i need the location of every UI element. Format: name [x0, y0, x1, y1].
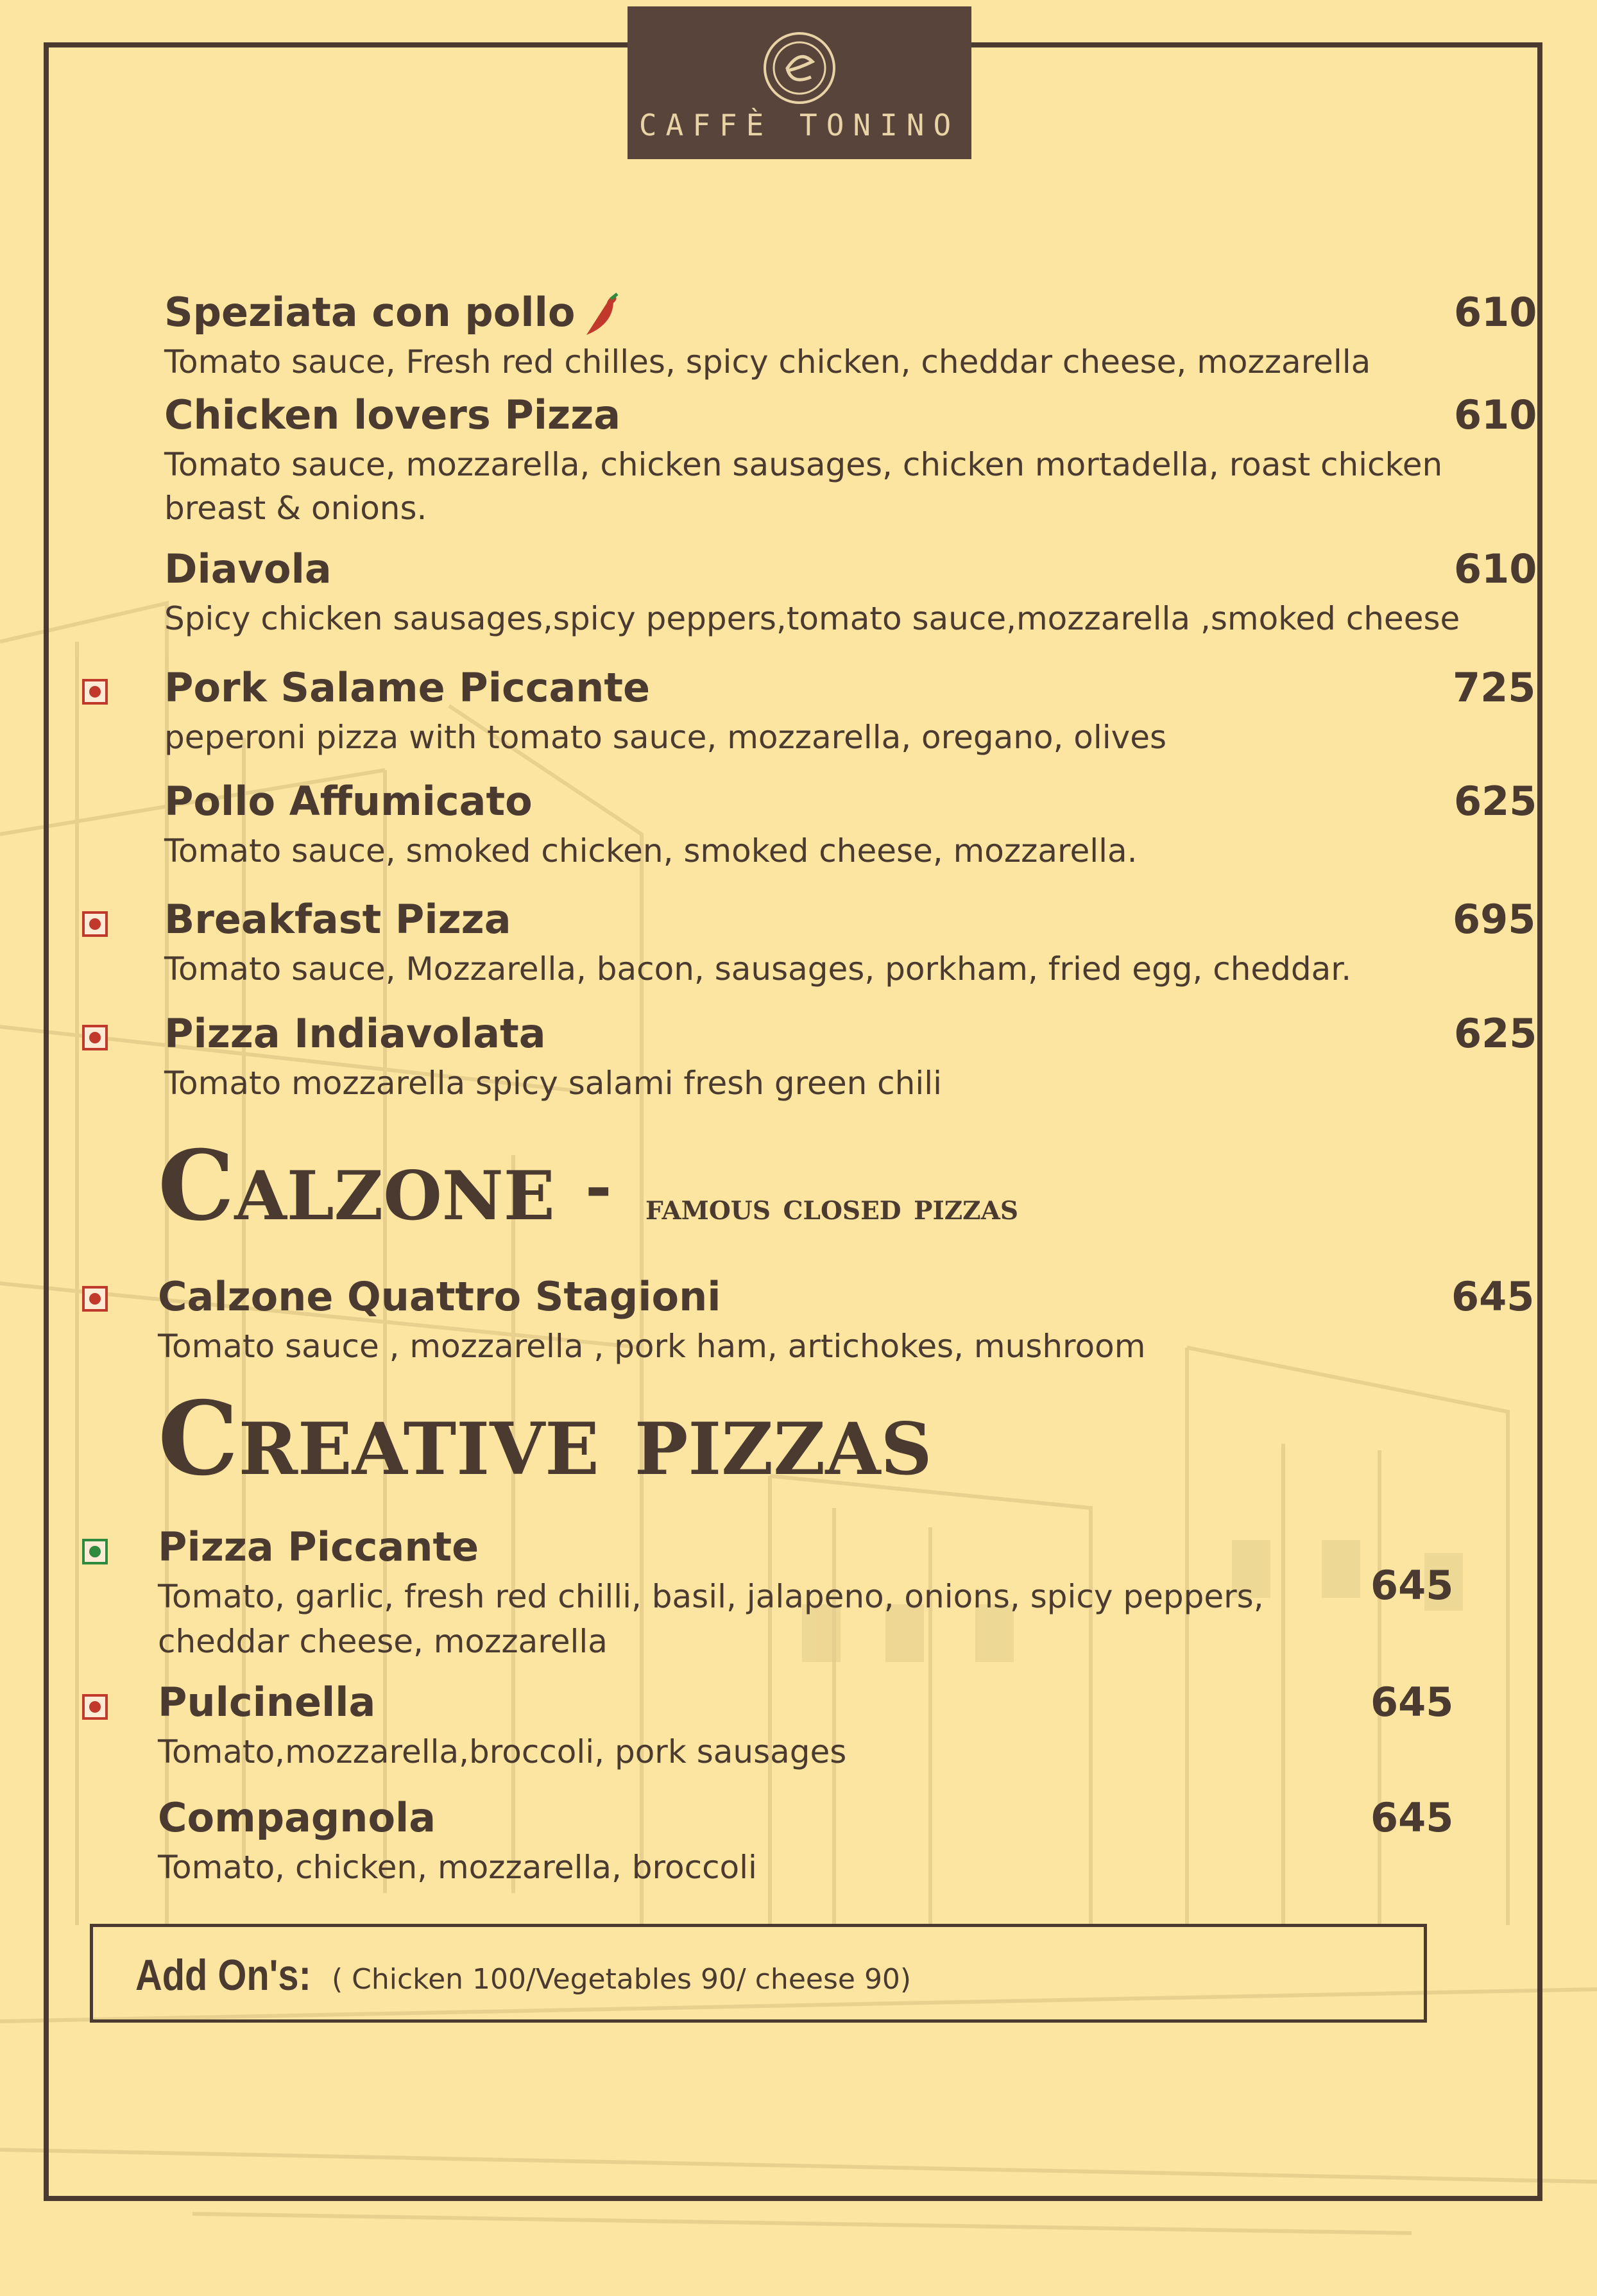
item-price: 610: [1454, 545, 1537, 592]
item-name: Compagnola: [158, 1794, 436, 1841]
item-name: Speziata con pollo: [164, 289, 621, 338]
section-dash: -: [585, 1149, 612, 1224]
item-name: Chicken lovers Pizza: [164, 391, 621, 438]
item-description: breast & onions.: [164, 490, 427, 527]
chili-icon: [583, 293, 621, 338]
addons-detail: ( Chicken 100/Vegetables 90/ cheese 90): [332, 1963, 912, 1996]
item-price: 645: [1451, 1273, 1535, 1320]
non-veg-marker-icon: [82, 1694, 108, 1720]
item-name: Pizza Piccante: [158, 1523, 479, 1570]
item-price: 645: [1371, 1679, 1454, 1726]
item-price: 625: [1454, 1010, 1537, 1057]
item-description: Tomato sauce, mozzarella, chicken sausages, chicken mortadella, roast chicken: [164, 446, 1443, 483]
item-price: 625: [1454, 778, 1537, 825]
item-description: cheddar cheese, mozzarella: [158, 1623, 608, 1660]
item-description: Tomato sauce, Mozzarella, bacon, sausages, porkham, fried egg, cheddar.: [164, 950, 1352, 988]
logo-emblem-icon: [761, 30, 838, 107]
item-description: Tomato sauce, Fresh red chilles, spicy chicken, cheddar cheese, mozzarella: [164, 343, 1371, 381]
veg-marker-icon: [82, 1539, 108, 1564]
item-name: Breakfast Pizza: [164, 896, 511, 943]
non-veg-marker-icon: [82, 1286, 108, 1312]
item-name: Pizza Indiavolata: [164, 1010, 546, 1057]
item-description: Tomato,mozzarella,broccoli, pork sausages: [158, 1733, 847, 1770]
non-veg-marker-icon: [82, 679, 108, 705]
item-name: Diavola: [164, 545, 332, 592]
section-title-calzone: Calzone: [158, 1129, 555, 1242]
item-description: Tomato, garlic, fresh red chilli, basil, jalapeno, onions, spicy peppers,: [158, 1578, 1264, 1615]
item-price: 725: [1453, 664, 1536, 711]
addons-label: Add On's:: [135, 1951, 311, 2000]
item-name: Pulcinella: [158, 1679, 376, 1726]
item-description: Spicy chicken sausages,spicy peppers,tomato sauce,mozzarella ,smoked cheese: [164, 600, 1460, 637]
item-name: Calzone Quattro Stagioni: [158, 1273, 721, 1320]
item-price: 610: [1454, 289, 1537, 336]
item-name: Pork Salame Piccante: [164, 664, 651, 711]
item-price: 695: [1453, 896, 1536, 943]
addons-box: [90, 1924, 1427, 2023]
non-veg-marker-icon: [82, 1025, 108, 1050]
item-name: Pollo Affumicato: [164, 778, 533, 825]
item-description: peperoni pizza with tomato sauce, mozzarella, oregano, olives: [164, 719, 1167, 756]
brand-logo: [628, 6, 971, 159]
non-veg-marker-icon: [82, 911, 108, 937]
item-description: Tomato sauce , mozzarella , pork ham, artichokes, mushroom: [158, 1328, 1146, 1365]
item-price: 645: [1371, 1562, 1454, 1609]
section-subtitle-calzone: famous closed pizzas: [645, 1186, 1019, 1228]
item-price: 610: [1454, 391, 1537, 438]
brand-name: CAFFÈ TONINO: [638, 108, 961, 142]
section-title-creative: Creative pizzas: [158, 1380, 932, 1498]
item-description: Tomato mozzarella spicy salami fresh green chili: [164, 1065, 943, 1102]
item-description: Tomato sauce, smoked chicken, smoked cheese, mozzarella.: [164, 832, 1138, 870]
item-description: Tomato, chicken, mozzarella, broccoli: [158, 1849, 757, 1886]
item-price: 645: [1371, 1794, 1454, 1841]
